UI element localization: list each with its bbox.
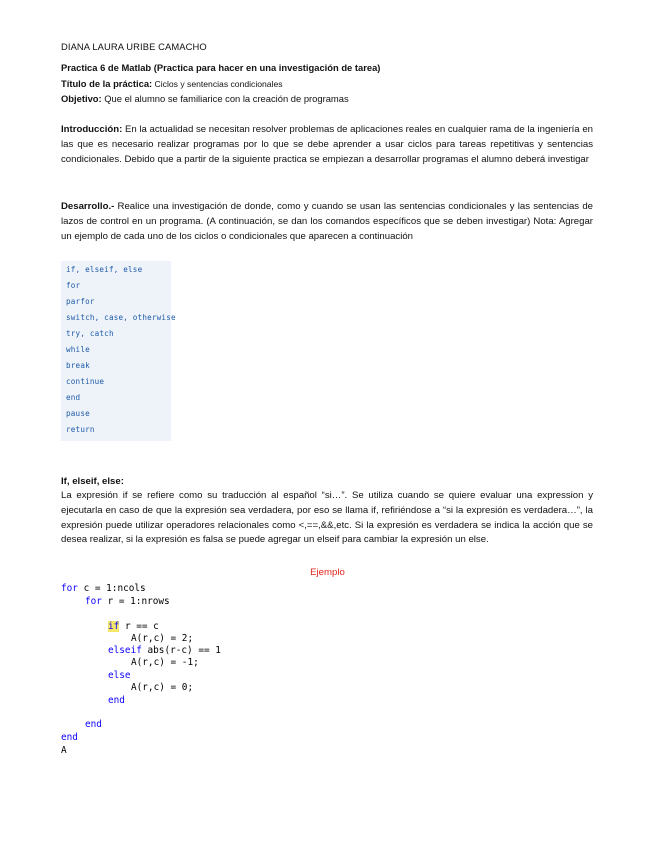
code-text: c = 1:ncols [77, 583, 146, 594]
practice-subtitle [61, 77, 593, 92]
code-keyword: end [108, 695, 125, 706]
command-item[interactable]: try, catch [66, 329, 114, 338]
code-keyword: elseif [108, 645, 142, 656]
code-line [85, 596, 170, 608]
command-item[interactable]: continue [66, 377, 105, 386]
development-label: Desarrollo.- [61, 201, 115, 212]
code-keyword: end [61, 732, 78, 743]
objective-value: Que el alumno se familiarice con la creación de programas [101, 93, 349, 104]
code-keyword: for [85, 596, 102, 607]
code-keyword: else [108, 670, 131, 681]
example-label: Ejemplo [310, 567, 345, 578]
command-item[interactable]: parfor [66, 297, 95, 306]
development-text: Realice una investigación de donde, como y cuando se usan las sentencias condicionales y las sentencias de lazos de control en un programa. (A continuación, se dan los comandos específicos que se deben investigar) Nota: Agregar un ejemplo de cada uno de los ciclos o condicionales que aparecen a continuación [61, 201, 593, 242]
command-item[interactable]: switch, case, otherwise [66, 313, 176, 322]
development-paragraph [61, 200, 593, 244]
introduction-label: Introducción: [61, 124, 123, 135]
command-list-box [61, 261, 176, 441]
objective-line [61, 92, 593, 107]
code-line [108, 621, 159, 633]
objective-label: Objetivo: [61, 93, 102, 104]
if-section-body: La expresión if se refiere como su traducción al español “si…”. Se utiliza cuando se quiere evaluar una expression y ejecutarla en caso de que la expresión sea verdadera, por eso se llama if, refiriéndose a “si la expresión es verdadera…”, la expresión puede utilizar operadores relacionales como <,==,&&,etc. Si la expresión es verdadera se indica la acción que se desea realizar, si la expresión es falsa se puede agregar un elseif para cambiar la expresión un else. [61, 490, 593, 546]
code-text: abs(r-c) == 1 [141, 645, 221, 656]
code-line: A(r,c) = 2; [131, 633, 194, 644]
code-keyword: if [108, 621, 120, 632]
command-item[interactable]: while [66, 345, 90, 354]
title-label: Título de la práctica: [61, 78, 153, 89]
command-item[interactable]: end [66, 393, 81, 402]
code-line [61, 583, 146, 595]
command-item[interactable]: for [66, 281, 81, 290]
title-value: Ciclos y sentencias condicionales [152, 79, 283, 89]
introduction-text: En la actualidad se necesitan resolver problemas de aplicaciones reales en cualquier rama de la ingeniería en las que es necesario realizar programas por lo que se debe aprender a usar ciclos para tareas repetitivas y sentencias condicionales. Debido que a partir de la siguiente practica se empiezan a desarrollar programas el alumno deberá investigar [61, 124, 593, 165]
author-name: DIANA LAURA URIBE CAMACHO [61, 41, 207, 52]
command-item[interactable]: if, elseif, else [66, 265, 143, 274]
if-section-heading: If, elseif, else: [61, 476, 124, 487]
command-item[interactable]: break [66, 361, 90, 370]
code-text: r = 1:nrows [101, 596, 170, 607]
code-keyword: end [85, 719, 102, 730]
practice-title: Practica 6 de Matlab (Practica para hacer en una investigación de tarea) [61, 62, 381, 73]
code-keyword: for [61, 583, 78, 594]
command-item[interactable]: pause [66, 409, 90, 418]
introduction-paragraph [61, 123, 593, 167]
code-line [108, 645, 221, 657]
command-item[interactable]: return [66, 425, 95, 434]
code-line: A(r,c) = 0; [131, 682, 194, 693]
code-line: A [61, 745, 67, 756]
code-text: r == c [119, 621, 159, 632]
code-line: A(r,c) = -1; [131, 657, 199, 668]
